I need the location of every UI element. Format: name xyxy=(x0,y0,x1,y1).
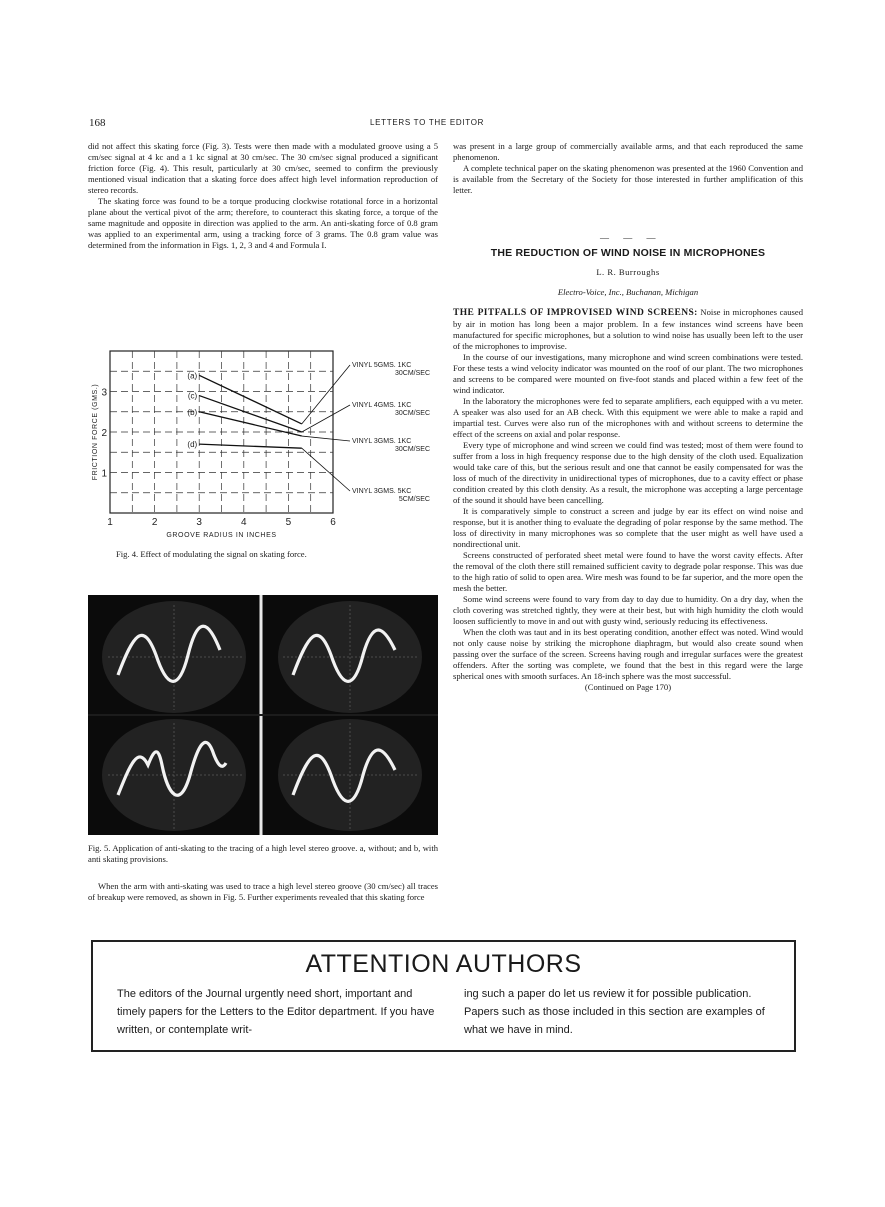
article-author: L. R. Burroughs xyxy=(596,267,660,277)
paragraph: A complete technical paper on the skating phenomenon was presented at the 1960 Convention and is available from the Secretary of the Society for those interested in further amplification of this letter. xyxy=(453,163,803,195)
series-name-label: VINYL 3GMS. 5KC xyxy=(352,488,412,495)
lead-paragraph-text: Noise in microphones caused by air in motion has long been a major problem. In a few instances wind screens have been manufactured for specific microphones, but a solution to wind noise has usually been left to the user of the microphones to improvise. xyxy=(453,307,804,351)
paragraph: did not affect this skating force (Fig. 3). Tests were then made with a modulated groove using a 5 cm/sec signal at 4 kc and a 1 kc signal at 30 cm/sec. The 30 cm/sec signal produced a significant friction force (Fig. 4). This result, particularly at 30 cm/sec, seemed to confirm the previously mentioned visual indication that a skating force does affect high level information reproduction of stereo records. xyxy=(88,141,438,195)
series-name-label: 5CM/SEC xyxy=(398,496,430,503)
section-divider: — — — xyxy=(600,233,662,243)
continued-note: (Continued on Page 170) xyxy=(584,682,672,692)
paragraph: It is comparatively simple to construct a screen and judge by ear its effect on wind noise and response, but it is another thing to evaluate the degrading of polar response by the same method. The loss of directivity in many microphones was so complete that the user might as well have used a nondirectional unit. xyxy=(453,506,803,549)
oscilloscope-traces-image xyxy=(88,595,438,835)
x-tick-label: 3 xyxy=(196,517,202,528)
x-tick-label: 6 xyxy=(330,517,336,528)
figure-5-caption: Fig. 5. Application of anti-skating to the tracing of a high level stereo groove. a, without; and b, with anti skating provisions. xyxy=(88,843,438,864)
running-title: LETTERS TO THE EDITOR xyxy=(370,118,485,127)
series-line xyxy=(199,375,302,424)
series-name-label: VINYL 3GMS. 1KC xyxy=(352,438,412,445)
friction-force-chart xyxy=(88,343,438,543)
oscilloscope-photo xyxy=(88,595,438,835)
x-axis-label: GROOVE RADIUS IN INCHES xyxy=(166,532,277,539)
x-tick-label: 4 xyxy=(241,517,247,528)
author-affiliation: Electro-Voice, Inc., Buchanan, Michigan xyxy=(557,287,699,297)
leader-line xyxy=(302,448,350,491)
y-tick-label: 3 xyxy=(101,387,107,399)
figure-4-caption: Fig. 4. Effect of modulating the signal on skating force. xyxy=(116,549,307,559)
series-name-label: 30CM/SEC xyxy=(394,446,430,453)
y-tick-label: 1 xyxy=(101,468,107,480)
notice-right-text: ing such a paper do let us review it for possible publication. Papers such as those included in this section are examples of what we have in mind. xyxy=(464,988,765,1036)
series-marker-label: (d) xyxy=(187,440,198,450)
notice-left-text: The editors of the Journal urgently need short, important and timely papers for the Letters to the Editor department. If you have written, or contemplate writ- xyxy=(117,988,435,1036)
article-title: THE REDUCTION OF WIND NOISE IN MICROPHONES xyxy=(490,247,766,259)
notice-title: ATTENTION AUTHORS xyxy=(305,950,582,978)
paragraph: was present in a large group of commercially available arms, and that each reproduced the same phenomenon. xyxy=(453,141,803,162)
series-name-label: VINYL 4GMS. 1KC xyxy=(352,402,412,409)
series-name-label: VINYL 5GMS. 1KC xyxy=(352,362,412,369)
paragraph: In the course of our investigations, many microphone and wind screen combinations were tested. For these tests a wind velocity indicator was mounted on the roof of our plant. The two microphones and screens to be compared were mounted on five-foot stands and placed within a few feet of the wind indicator. xyxy=(453,352,803,395)
series-marker-label: (b) xyxy=(187,407,198,417)
left-column-bottom xyxy=(88,881,438,903)
page-number: 168 xyxy=(89,117,106,129)
lead-paragraph xyxy=(453,307,803,352)
left-column-text xyxy=(88,141,438,251)
series-line xyxy=(199,444,302,448)
lead-words: THE PITFALLS OF IMPROVISED WIND SCREENS: xyxy=(453,308,698,318)
paragraph: Screens constructed of perforated sheet metal were found to have the worst cavity effects. After the removal of the cloth there still remained sufficient cavity to degrade polar response. This was due to the high ratio of solid to open area. Wire mesh was found to be far superior, and the more open the mesh the better. xyxy=(453,550,803,593)
paragraph: Every type of microphone and wind screen we could find was tested; most of them were found to suffer from a loss in high frequency response due to the high density of the cloth used. Equalization would take care of this, but the serious result and one that cannot be easily compensated for was the loss of much of the directivity in unidirectional types of microphones, due to a cavity effect or phase condition created by this cloth density. As a result, the microphone was accepting a large percentage of the sound it should have been cancelling. xyxy=(453,440,803,505)
x-tick-label: 5 xyxy=(285,517,292,528)
paragraph: Some wind screens were found to vary from day to day due to humidity. On a dry day, when the cloth covering was stretched tightly, they were at their best, but with high humidity the cloth would loosen sufficiently to move in and out with gusty wind, seriously reducing its effectiveness. xyxy=(453,594,803,626)
article-body xyxy=(453,307,803,693)
x-tick-label: 2 xyxy=(151,517,158,528)
paragraph: When the cloth was taut and in its best operating condition, another effect was noted. Wind would not only cause noise by striking the microphone diaphragm, but would also create sound when passing over the surface of the screen. Screens having rough and irregular surfaces were the greatest offenders. After the sorting was complete, we found that the best in this regard were the large spherical ones with smooth surfaces. An 18-inch sphere was the most successful. xyxy=(453,627,803,681)
y-tick-label: 2 xyxy=(101,428,107,439)
x-tick-label: 1 xyxy=(107,517,113,528)
paragraph: When the arm with anti-skating was used to trace a high level stereo groove (30 cm/sec) all traces of breakup were removed, as shown in Fig. 5. Further experiments revealed that this skating force xyxy=(88,881,438,902)
series-name-label: 30CM/SEC xyxy=(394,410,430,417)
series-line xyxy=(199,396,302,432)
series-marker-label: (c) xyxy=(187,391,198,401)
leader-line xyxy=(302,365,350,424)
series-line xyxy=(199,412,302,436)
paragraph: The skating force was found to be a torque producing clockwise rotational force in a horizontal plane about the vertical pivot of the arm; therefore, to counteract this skating force, a torque of the same magnitude and opposite in direction was applied to the arm. An anti-skating force of 0.8 gram was applied to an experimental arm, using a tracking force of 3 grams. The 0.8 gram value was determined from the information in Figs. 1, 2, 3 and 4 and Formula I. xyxy=(88,196,438,250)
y-axis-label: FRICTION FORCE (GMS.) xyxy=(92,383,99,481)
right-column-top xyxy=(453,141,803,196)
series-marker-label: (a) xyxy=(187,371,198,381)
leader-line xyxy=(302,436,350,441)
series-name-label: 30CM/SEC xyxy=(394,370,430,377)
leader-line xyxy=(302,405,350,432)
paragraph: In the laboratory the microphones were fed to separate amplifiers, each equipped with a vu meter. A speaker was also used for an AB check. With this equipment we were able to make a rapid and impartial test. Curves were also run of the microphones with and without screens to determine the effect of the screens on axial and polar response. xyxy=(453,396,803,439)
